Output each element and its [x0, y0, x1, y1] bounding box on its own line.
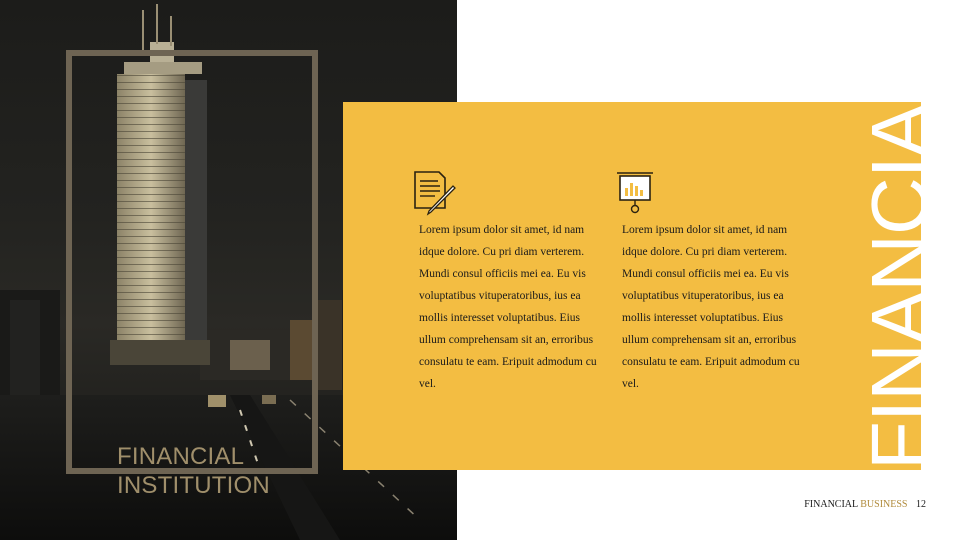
photo-frame — [66, 50, 318, 474]
footer-label: FINANCIAL — [804, 499, 858, 510]
document-pen-icon — [411, 168, 461, 221]
vertical-heading: FINANCIAL — [855, 61, 944, 470]
column-1-text: Lorem ipsum dolor sit amet, id nam idque dolore. Cu pri diam verterem. Mundi consul officiis mei ea. Eu vis voluptatibus vituperatoribus, ius ea mollis interesset voluptatibus. Eius ullum comprehensam sit an, erroribus consulatu te eam. Eripuit admodum cu vel. — [419, 224, 597, 390]
photo-title — [117, 442, 270, 500]
presentation-chart-icon — [615, 168, 657, 221]
footer — [804, 499, 926, 510]
footer-accent: BUSINESS — [860, 499, 908, 510]
photo-title-line2: INSTITUTION — [117, 472, 270, 499]
column-2-text: Lorem ipsum dolor sit amet, id nam idque dolore. Cu pri diam verterem. Mundi consul officiis mei ea. Eu vis voluptatibus vituperatoribus, ius ea mollis interesset voluptatibus. Eius ullum comprehensam sit an, erroribus consulatu te eam. Eripuit admodum cu vel. — [622, 224, 800, 390]
photo-title-line1: FINANCIAL — [117, 443, 245, 470]
page-number: 12 — [916, 499, 926, 510]
content-panel — [343, 102, 921, 470]
